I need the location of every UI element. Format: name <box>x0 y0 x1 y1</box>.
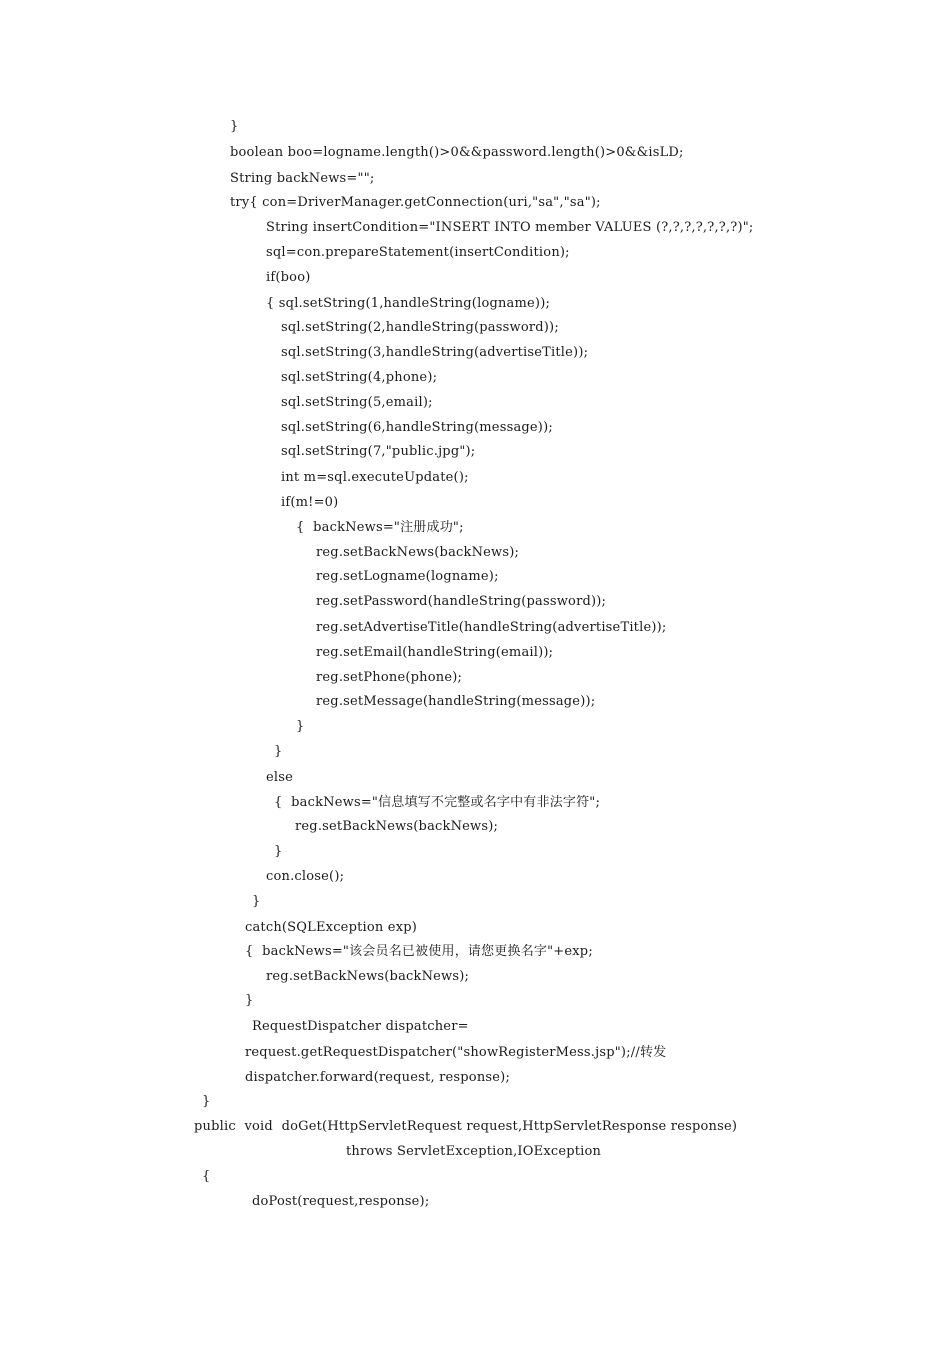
code-line: } <box>296 719 305 734</box>
code-line: reg.setEmail(handleString(email)); <box>316 645 554 660</box>
code-line: int m=sql.executeUpdate(); <box>281 470 469 485</box>
code-line: try{ con=DriverManager.getConnection(uri,"sa","sa"); <box>230 195 601 210</box>
code-line: if(m!=0) <box>281 495 339 510</box>
code-line: } <box>245 993 254 1008</box>
code-line: { backNews="该会员名已被使用，请您更换名字"+exp; <box>245 944 593 959</box>
code-line: throws ServletException,IOException <box>346 1144 602 1159</box>
code-line: } <box>230 119 239 134</box>
code-line: sql.setString(5,email); <box>281 395 433 410</box>
code-line: if(boo) <box>266 270 311 285</box>
code-line: reg.setPassword(handleString(password)); <box>316 594 607 609</box>
code-line: reg.setBackNews(backNews); <box>266 969 470 984</box>
code-line: sql.setString(3,handleString(advertiseTitle)); <box>281 345 589 360</box>
code-line: } <box>202 1094 211 1109</box>
code-line: sql.setString(4,phone); <box>281 370 438 385</box>
code-line: reg.setLogname(logname); <box>316 569 499 584</box>
code-line: boolean boo=logname.length()>0&&password.length()>0&&isLD; <box>230 145 684 160</box>
code-line: public void doGet(HttpServletRequest request,HttpServletResponse response) <box>194 1119 738 1134</box>
code-line: catch(SQLException exp) <box>245 920 418 935</box>
code-line: reg.setBackNews(backNews); <box>295 819 499 834</box>
code-line: { backNews="信息填写不完整或名字中有非法字符"; <box>274 795 601 810</box>
code-line: } <box>252 894 261 909</box>
code-line: { <box>202 1169 211 1184</box>
code-line: sql=con.prepareStatement(insertCondition); <box>266 245 570 260</box>
code-line: reg.setPhone(phone); <box>316 670 463 685</box>
code-line: } <box>274 744 283 759</box>
code-line: RequestDispatcher dispatcher= <box>252 1019 469 1034</box>
code-line: reg.setMessage(handleString(message)); <box>316 694 596 709</box>
code-line: doPost(request,response); <box>252 1194 430 1209</box>
code-line: { backNews="注册成功"; <box>296 520 464 535</box>
code-line: dispatcher.forward(request, response); <box>245 1070 511 1085</box>
code-line: sql.setString(2,handleString(password)); <box>281 320 559 335</box>
code-line: else <box>266 770 294 785</box>
code-line: con.close(); <box>266 869 345 884</box>
code-line: sql.setString(6,handleString(message)); <box>281 420 553 435</box>
code-line: reg.setBackNews(backNews); <box>316 545 520 560</box>
code-line: } <box>274 844 283 859</box>
code-line: { sql.setString(1,handleString(logname)); <box>266 296 551 311</box>
code-line: sql.setString(7,"public.jpg"); <box>281 444 476 459</box>
code-line: String insertCondition="INSERT INTO member VALUES (?,?,?,?,?,?,?)"; <box>266 220 754 235</box>
code-line: String backNews=""; <box>230 171 375 186</box>
code-line: reg.setAdvertiseTitle(handleString(advertiseTitle)); <box>316 620 667 635</box>
code-line: request.getRequestDispatcher("showRegisterMess.jsp");//转发 <box>245 1045 667 1060</box>
